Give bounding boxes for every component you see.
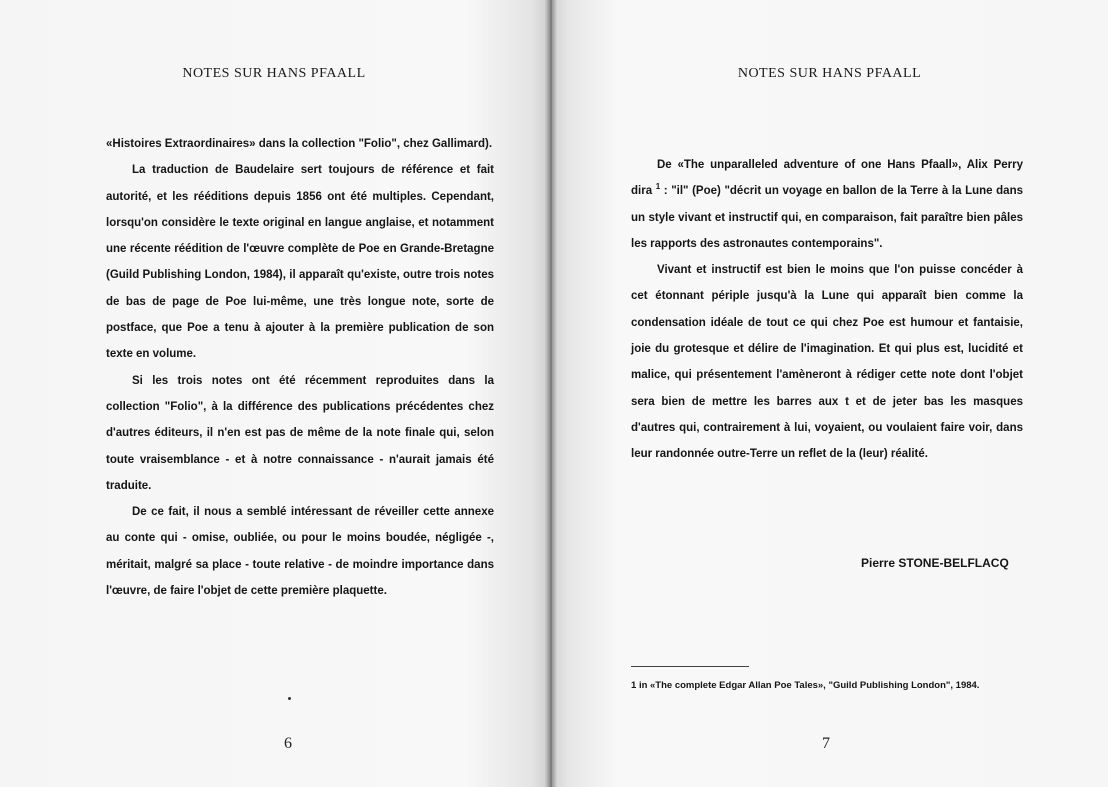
page-number: 6 <box>284 735 292 752</box>
footnote-text: in «The complete Edgar Allan Poe Tales», "Guild Publishing London", 1984. <box>638 680 980 691</box>
ink-speck <box>288 697 291 700</box>
body-text <box>106 131 494 604</box>
running-head: NOTES SUR HANS PFAALL <box>737 66 922 81</box>
footnote-divider <box>631 666 749 667</box>
right-page <box>551 0 1108 787</box>
paragraph: Vivant et instructif est bien le moins que l'on puisse concéder à cet étonnant périple jusqu'à la Lune qui apparaît bien comme la condensation idéale de tout ce qui chez Poe est humour et fantaisie, joie du grotesque et délire de l'imagination. Et qui plus est, lucidité et malice, qui présentement l'amèneront à rédiger cette note dont l'objet sera bien de mettre les barres aux t et de jeter bas les masques d'autres qui, contrairement à lui, voyaient, ou voulaient faire voir, dans leur randonnée outre-Terre un reflet de la (leur) réalité. <box>631 264 1023 461</box>
left-page <box>0 0 549 787</box>
page-number: 7 <box>822 735 830 752</box>
paragraph: La traduction de Baudelaire sert toujours de référence et fait autorité, et les rééditions depuis 1856 ont été multiples. Cependant, lorsqu'on considère le texte original en langue anglaise, et notamment une récente réédition de l'œuvre complète de Poe en Grande-Bretagne (Guild Publishing London, 1984), il apparaît qu'existe, outre trois notes de bas de page de Poe lui-même, une très longue note, sorte de postface, que Poe a tenu à ajouter à la première publication de son texte en volume. <box>106 164 494 361</box>
body-text <box>631 152 1023 468</box>
author-signature: Pierre STONE-BELFLACQ <box>861 556 1009 570</box>
running-head: NOTES SUR HANS PFAALL <box>182 66 366 81</box>
footnote-marker: 1 <box>631 680 637 691</box>
paragraph: De ce fait, il nous a semblé intéressant de réveiller cette annexe au conte qui - omise, oubliée, ou pour le moins boudée, négligée -, méritait, malgré sa place - toute relative - de moindre importance dans l'œuvre, de faire l'objet de cette première plaquette. <box>106 506 494 598</box>
book-gutter <box>545 0 557 787</box>
paragraph: «Histoires Extraordinaires» dans la collection "Folio", chez Gallimard). <box>106 138 493 150</box>
paragraph-text: De «The unparalleled adventure of one Hans Pfaall», Alix Perry dira <box>631 159 1023 198</box>
paragraph: Si les trois notes ont été récemment reproduites dans la collection "Folio", à la différence des publications précédentes chez d'autres éditeurs, il n'en est pas de même de la note finale qui, selon toute vraisemblance - et à notre connaissance - n'aurait jamais été traduite. <box>106 374 494 492</box>
footnote-reference: 1 <box>655 182 661 192</box>
paragraph-text: : "il" (Poe) "décrit un voyage en ballon de la Terre à la Lune dans un style vivant et instructif qui, en comparaison, fait paraître bien pâles les rapports des astronautes contemporains". <box>631 185 1023 250</box>
footnote <box>631 676 1023 695</box>
paragraph <box>631 152 1023 257</box>
